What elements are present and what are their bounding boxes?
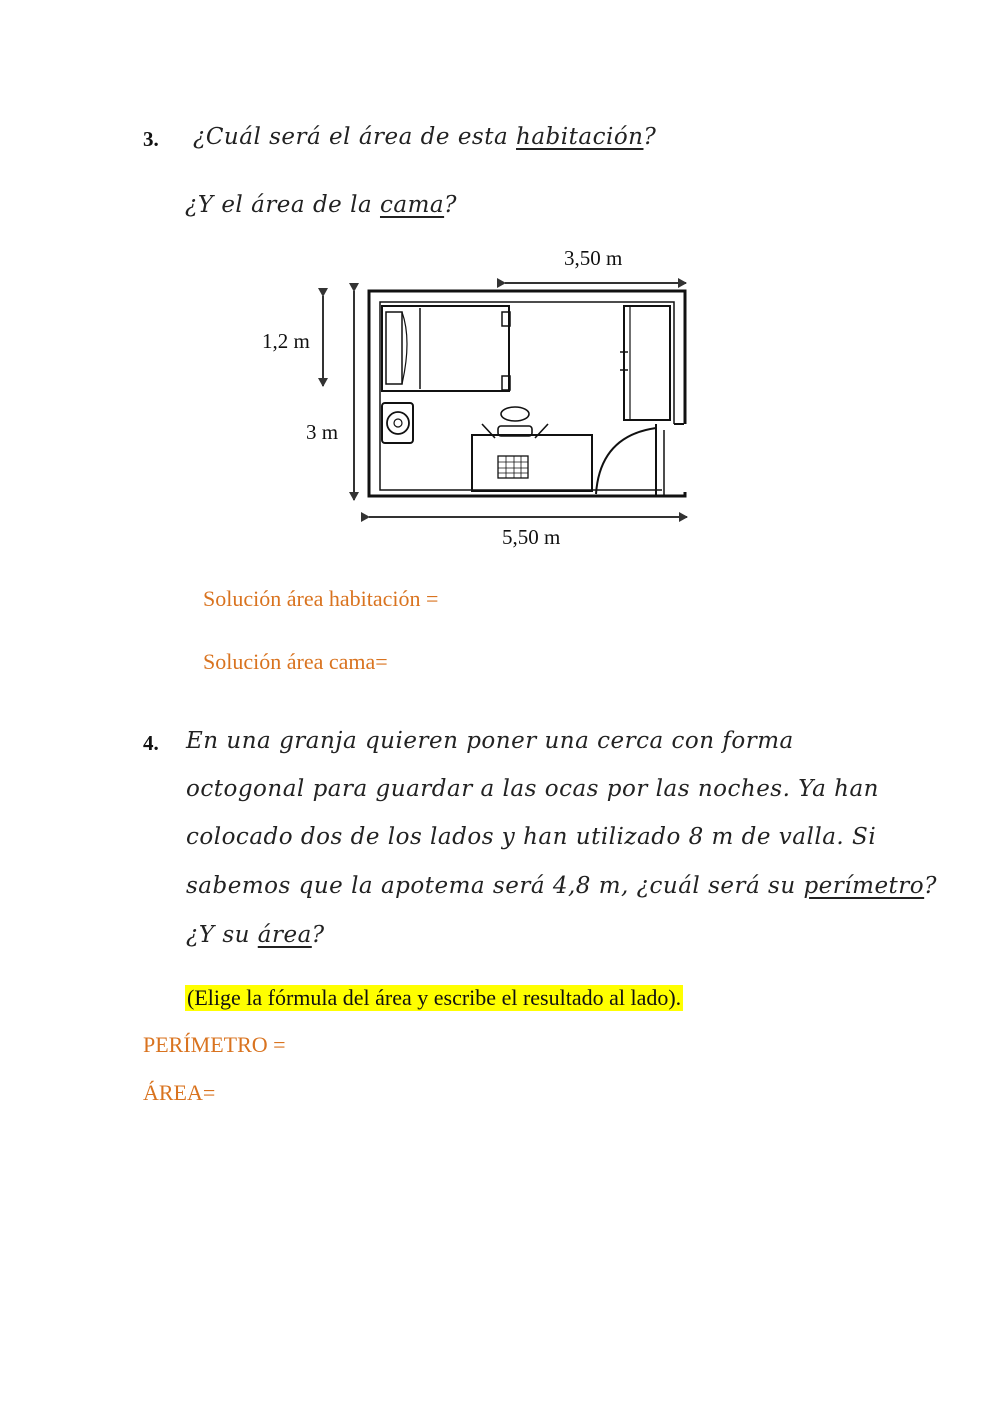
chair [482,407,548,438]
highlighted-instruction: (Elige la fórmula del área y escribe el resultado al lado). [187,985,682,1010]
keyword-habitacion: habitación [516,124,644,150]
question-4-text-4: sabemos que la apotema será 4,8 m, ¿cuál será su [186,873,804,899]
room-walls [369,291,685,496]
label-room-length: 5,50 m [502,525,561,549]
question-mark: ? [643,124,657,150]
question-4-line-2: octogonal para guardar a las ocas por las noches. Ya han [186,776,879,802]
question-4-line-3: colocado dos de los lados y han utilizado 8 m de valla. Si [186,824,877,850]
question-mark: ? [311,922,325,948]
keyword-cama: cama [379,192,445,218]
area-answer-label: ÁREA= [143,1080,216,1105]
label-bed-width: 1,2 m [262,329,310,353]
question-4-line-1: En una granja quieren poner una cerca con forma [186,728,794,754]
question-mark: ? [444,192,457,218]
label-top-width: 3,50 m [564,246,623,270]
desk [472,435,592,491]
door-opening [662,424,688,492]
solution-bed-area: Solución área cama= [203,649,388,674]
keyword-perimetro: perímetro [803,873,925,899]
question-4-text-5: ¿Y su [186,922,258,948]
question-3-text-2: ¿Y el área de la [185,192,380,218]
bed [382,306,510,391]
question-mark: ? [924,873,937,899]
question-4-line-5 [186,922,325,948]
label-room-height: 3 m [306,420,339,444]
perimeter-answer-label: PERÍMETRO = [143,1032,286,1057]
question-3-text: ¿Cuál será el área de esta [193,124,517,150]
door-swing [596,428,656,494]
question-3-number: 3. [143,127,159,151]
keyword-area: área [257,922,312,948]
wardrobe [620,306,670,420]
solution-room-area: Solución área habitación = [203,586,439,611]
question-4-number: 4. [143,731,159,755]
washbasin [382,403,413,443]
question-4-line-4 [186,873,937,899]
